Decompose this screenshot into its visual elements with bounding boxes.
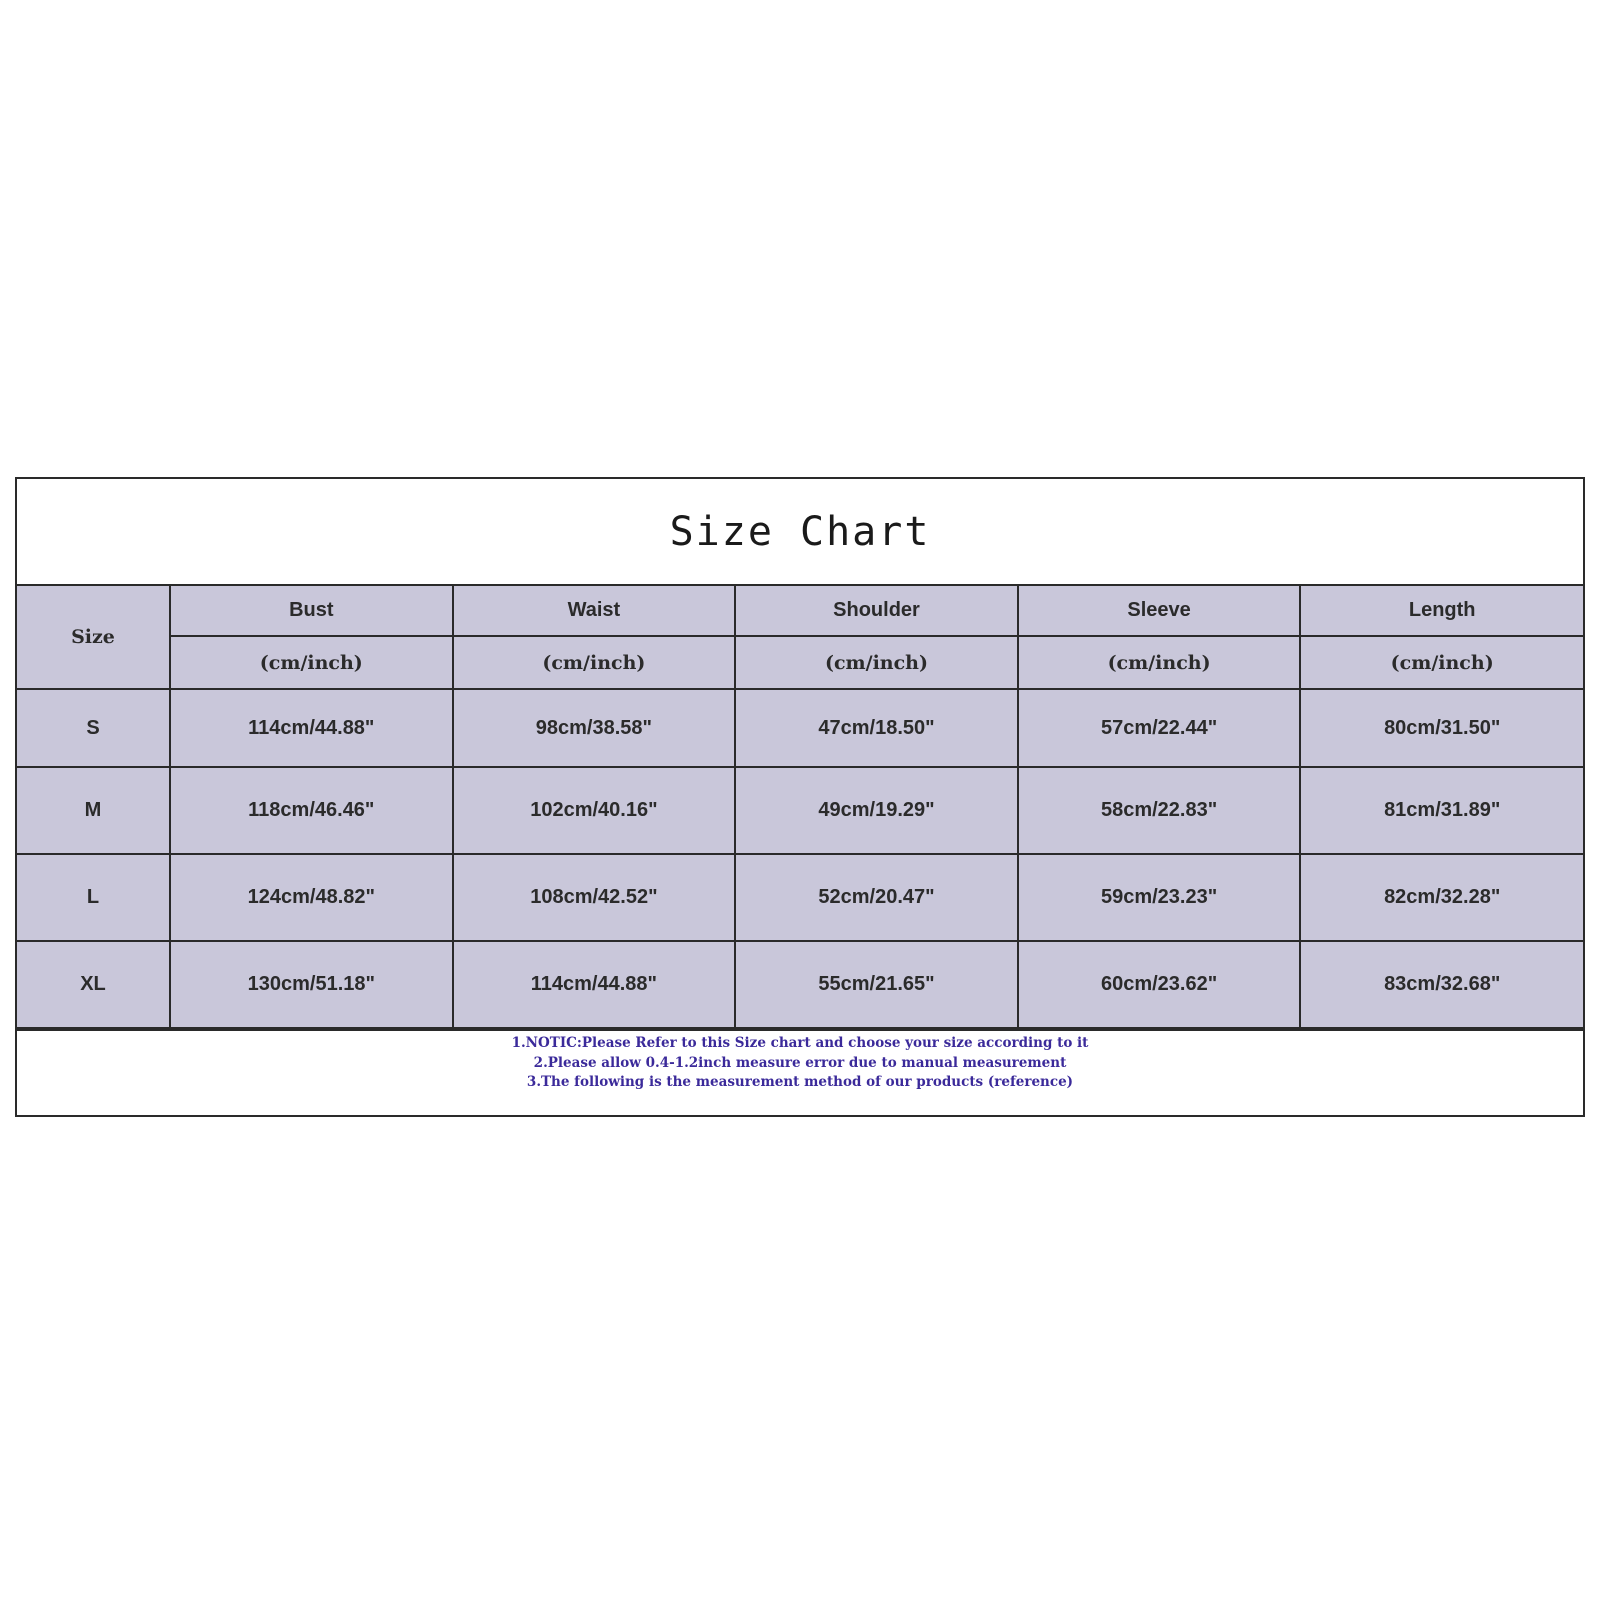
table-cell: 82cm/32.28" (1300, 854, 1583, 941)
size-label: S (17, 689, 170, 767)
header-row (17, 586, 1583, 636)
note-line-1: 1.NOTIC:Please Refer to this Size chart and choose your size according to it (511, 1035, 1089, 1051)
table-cell: 81cm/31.89" (1300, 767, 1583, 854)
size-column-header: Size (17, 586, 170, 689)
unit-label-length: (cm/inch) (1300, 636, 1583, 689)
table-cell: 102cm/40.16" (453, 767, 736, 854)
unit-label-bust: (cm/inch) (170, 636, 453, 689)
notes-section (17, 1029, 1583, 1093)
table-cell: 49cm/19.29" (735, 767, 1018, 854)
size-label: XL (17, 941, 170, 1028)
table-cell: 47cm/18.50" (735, 689, 1018, 767)
note-line-3: 3.The following is the measurement method of our products (reference) (526, 1074, 1074, 1090)
column-header-sleeve: Sleeve (1018, 586, 1301, 636)
size-label: L (17, 854, 170, 941)
table-row (17, 689, 1583, 767)
unit-label-waist: (cm/inch) (453, 636, 736, 689)
table-cell: 59cm/23.23" (1018, 854, 1301, 941)
table-cell: 58cm/22.83" (1018, 767, 1301, 854)
size-table (17, 586, 1583, 1029)
table-cell: 108cm/42.52" (453, 854, 736, 941)
table-cell: 52cm/20.47" (735, 854, 1018, 941)
table-cell: 60cm/23.62" (1018, 941, 1301, 1028)
table-cell: 114cm/44.88" (170, 689, 453, 767)
size-label: M (17, 767, 170, 854)
table-cell: 83cm/32.68" (1300, 941, 1583, 1028)
column-header-shoulder: Shoulder (735, 586, 1018, 636)
unit-label-sleeve: (cm/inch) (1018, 636, 1301, 689)
size-chart (15, 477, 1585, 1117)
table-cell: 130cm/51.18" (170, 941, 453, 1028)
column-header-waist: Waist (453, 586, 736, 636)
title-row (17, 479, 1583, 586)
unit-row (17, 636, 1583, 689)
table-row (17, 854, 1583, 941)
table-row (17, 767, 1583, 854)
table-cell: 57cm/22.44" (1018, 689, 1301, 767)
column-header-length: Length (1300, 586, 1583, 636)
table-cell: 114cm/44.88" (453, 941, 736, 1028)
table-cell: 55cm/21.65" (735, 941, 1018, 1028)
unit-label-shoulder: (cm/inch) (735, 636, 1018, 689)
table-cell: 80cm/31.50" (1300, 689, 1583, 767)
column-header-bust: Bust (170, 586, 453, 636)
table-cell: 118cm/46.46" (170, 767, 453, 854)
table-cell: 98cm/38.58" (453, 689, 736, 767)
note-line-2: 2.Please allow 0.4-1.2inch measure error due to manual measurement (533, 1054, 1067, 1071)
table-cell: 124cm/48.82" (170, 854, 453, 941)
chart-title: Size Chart (669, 508, 931, 555)
table-row (17, 941, 1583, 1028)
